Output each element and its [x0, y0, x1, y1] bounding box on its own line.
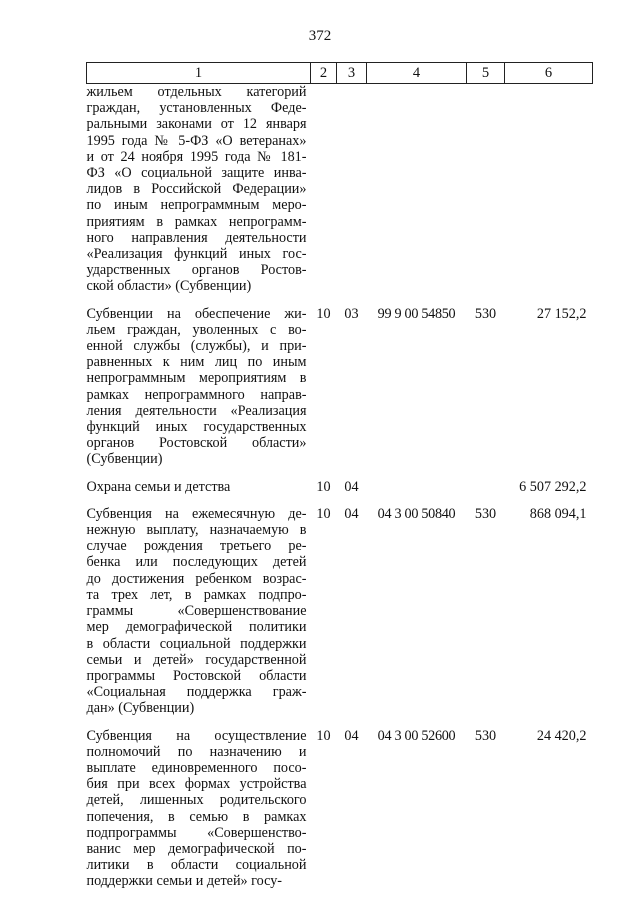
description-line: полномочий по назначению и [86, 743, 307, 760]
description-line: непрограммным мероприятиям в [86, 370, 307, 387]
row-target-code [367, 479, 467, 506]
table-row [87, 479, 593, 506]
description-line: (Субвенции) [86, 451, 163, 468]
row-rz: 10 [316, 305, 331, 322]
row-target-code [367, 84, 467, 306]
row-pr: 04 [344, 727, 359, 744]
description-line: в области социальной поддержки [86, 635, 307, 652]
header-cell-5: 5 [467, 63, 505, 84]
description-line: функций иных государственных [86, 419, 307, 436]
row-description [87, 479, 311, 506]
description-line: ральными законами от 12 января [86, 116, 307, 133]
row-expense-type [467, 479, 505, 506]
description-line: выплате единовременного посо- [86, 759, 307, 776]
row-expense-type: 530 [474, 305, 497, 322]
header-cell-6: 6 [505, 63, 593, 84]
description-line: ударственных органов Ростов- [86, 262, 307, 279]
row-pr: 04 [344, 478, 359, 495]
header-cell-2: 2 [311, 63, 337, 84]
row-rz: 10 [316, 505, 331, 522]
row-description [87, 728, 311, 901]
description-line: попечения, в семью в рамках [86, 808, 307, 825]
description-line: нежную выплату, назначаемую в [86, 522, 307, 539]
row-rz: 10 [316, 478, 331, 495]
description-line: ления деятельности «Реализация [86, 402, 307, 419]
description-line: рамках непрограммного направ- [86, 386, 307, 403]
row-target-code: 04 3 00 52600 [377, 727, 456, 744]
header-cell-1: 1 [87, 63, 311, 84]
row-pr [337, 84, 367, 306]
table-row [87, 506, 593, 728]
description-line: Охрана семьи и детства [86, 478, 231, 495]
budget-table [86, 62, 593, 901]
description-line: льем граждан, уволенных с во- [86, 321, 307, 338]
description-line: случае рождения третьего ре- [86, 538, 307, 555]
description-line: «Социальная поддержка граж- [86, 684, 307, 701]
row-target-code: 99 9 00 54850 [377, 305, 456, 322]
description-line: Субвенции на обеспечение жи- [86, 305, 307, 322]
row-pr: 04 [344, 505, 359, 522]
row-expense-type [467, 84, 505, 306]
row-amount: 24 420,2 [536, 727, 587, 744]
row-expense-type: 530 [474, 727, 497, 744]
row-description [87, 306, 311, 479]
description-line: лидов в Российской Федерации» [86, 181, 307, 198]
table-row [87, 84, 593, 306]
description-line: дан» (Субвенции) [86, 700, 195, 717]
description-line: Субвенция на осуществление [86, 727, 307, 744]
description-line: семьи и детей» государственной [86, 651, 307, 668]
header-cell-3: 3 [337, 63, 367, 84]
description-line: подпрограммы «Совершенство- [86, 824, 307, 841]
row-description [87, 506, 311, 728]
table-header-row [87, 63, 593, 84]
description-line: ФЗ «О социальной защите инва- [86, 165, 307, 182]
description-line: поддержки семьи и детей» госу- [86, 873, 283, 890]
description-line: по иным непрограммным меро- [86, 197, 307, 214]
row-amount: 27 152,2 [536, 305, 587, 322]
description-line: Субвенция на ежемесячную де- [86, 505, 307, 522]
table-row [87, 728, 593, 901]
description-line: та трех лет, в рамках подпро- [86, 586, 307, 603]
description-line: литики в области социальной [86, 857, 307, 874]
description-line: енной службы (службы), и при- [86, 338, 307, 355]
description-line: до достижения ребенком возрас- [86, 570, 307, 587]
row-amount: 6 507 292,2 [519, 478, 587, 495]
page-number: 372 [308, 28, 332, 44]
row-description [87, 84, 311, 306]
table-body [87, 84, 593, 901]
description-line: ного направления деятельности [86, 229, 307, 246]
description-line: граждан, установленных Феде- [86, 100, 307, 117]
description-line: «Реализация функций иных гос- [86, 246, 307, 263]
header-cell-4: 4 [367, 63, 467, 84]
description-line: бия при всех формах устройства [86, 776, 307, 793]
row-expense-type: 530 [474, 505, 497, 522]
description-line: равненных к ним лиц по иным [86, 354, 307, 371]
row-amount [505, 84, 593, 306]
description-line: программы Ростовской области [86, 667, 307, 684]
description-line: детей, лишенных родительского [86, 792, 307, 809]
description-line: 1995 года № 5-ФЗ «О ветеранах» [86, 132, 307, 149]
description-line: граммы «Совершенствование [86, 603, 307, 620]
description-line: мер демографической политики [86, 619, 307, 636]
row-amount: 868 094,1 [529, 505, 587, 522]
table-row [87, 306, 593, 479]
description-line: приятиям в рамках непрограмм- [86, 213, 307, 230]
description-line: ской области» (Субвенции) [86, 278, 252, 295]
description-line: бенка или последующих детей [86, 554, 307, 571]
row-rz: 10 [316, 727, 331, 744]
row-rz [311, 84, 337, 306]
description-line: ванис мер демографической по- [86, 840, 307, 857]
description-line: органов Ростовской области» [86, 435, 307, 452]
row-target-code: 04 3 00 50840 [377, 505, 456, 522]
description-line: и от 24 ноября 1995 года № 181- [86, 148, 307, 165]
row-pr: 03 [344, 305, 359, 322]
description-line: жильем отдельных категорий [86, 84, 307, 100]
